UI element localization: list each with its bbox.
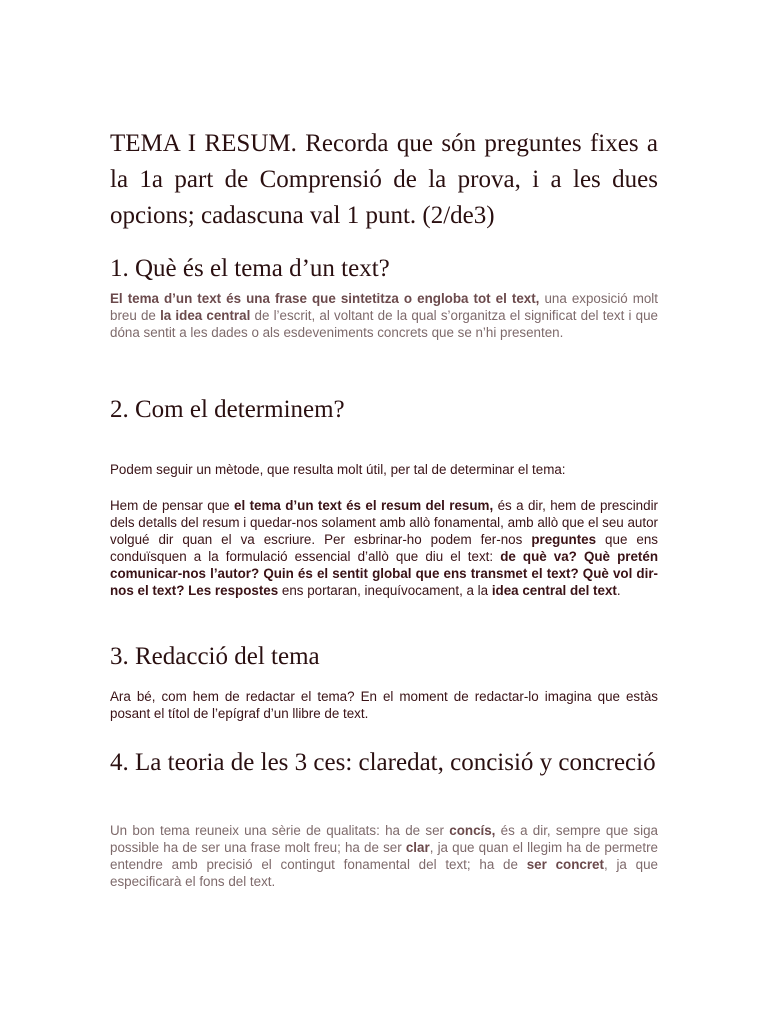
section-4-text-2: és a dir, sempre que siga possible ha de ser una frase molt freu; ha de ser — [110, 823, 658, 855]
section-4-text-3: , ja que quan el llegim ha de permetre entendre amb precisió el contingut fonamental del text; ha de — [110, 840, 658, 872]
section-2-bold-3: de què va? Què pretén comunicar-nos l’autor? Quin és el sentit global que ens transmet el text? Què vol dir-nos el text? Les respostes — [110, 549, 658, 598]
section-4-paragraph — [110, 822, 658, 890]
section-2-bold-2: preguntes — [531, 532, 597, 547]
section-1-bold-1: El tema d’un text és una frase que sintetitza o engloba tot el text, — [110, 291, 540, 306]
section-1-heading: 1. Què és el tema d’un text? — [110, 255, 390, 282]
section-2-bold-1: el tema d’un text és el resum del resum, — [234, 498, 494, 513]
section-3-heading: 3. Redacció del tema — [110, 643, 320, 670]
section-4-bold-2: clar — [405, 840, 430, 855]
section-2-text-2: és a dir, hem de prescindir dels detalls del resum i quedar-nos solament amb allò fonamental, amb allò que el seu autor volgué dir quan el va escriure. Per esbrinar-ho podem fer-nos — [110, 498, 659, 547]
section-4-heading: 4. La teoria de les 3 ces: claredat, concisió y concreció — [110, 749, 656, 776]
section-2-heading: 2. Com el determinem? — [110, 396, 345, 423]
section-2-paragraph — [110, 497, 658, 599]
section-2-bold-4: idea central del text — [491, 583, 617, 598]
section-1-paragraph — [110, 290, 658, 341]
section-4-bold-1: concís, — [449, 823, 496, 838]
section-2-intro: Podem seguir un mètode, que resulta molt útil, per tal de determinar el tema: — [110, 462, 566, 477]
section-1-text-1: una exposició molt breu de — [110, 291, 658, 323]
section-2-text-3: que ens conduïsquen a la formulació essencial d’allò que diu el text: — [110, 532, 658, 564]
section-2-text-1: Hem de pensar que — [110, 498, 235, 513]
document-title: TEMA I RESUM. Recorda que són preguntes fixes a la 1a part de Comprensió de la prova, i a les dues opcions; cadascuna val 1 punt. (2/de3) — [110, 130, 658, 229]
section-2-text-4: ens portaran, inequívocament, a la — [278, 583, 492, 598]
section-4-text-1: Un bon tema reuneix una sèrie de qualitats: ha de ser — [110, 823, 450, 838]
section-4-bold-3: ser concret — [526, 857, 604, 872]
section-1-bold-2: la idea central — [160, 308, 251, 323]
section-2-text-5: . — [616, 583, 621, 598]
section-1-text-2: de l’escrit, al voltant de la qual s’organitza el significat del text i que dóna sentit a les dades o als esdeveniments concrets que se n’hi presenten. — [110, 308, 658, 340]
section-3-paragraph: Ara bé, com hem de redactar el tema? En el moment de redactar-lo imagina que estàs posant el títol de l’epígraf d’un llibre de text. — [110, 689, 658, 721]
section-4-text-4: , ja que especificarà el fons del text. — [110, 857, 658, 889]
